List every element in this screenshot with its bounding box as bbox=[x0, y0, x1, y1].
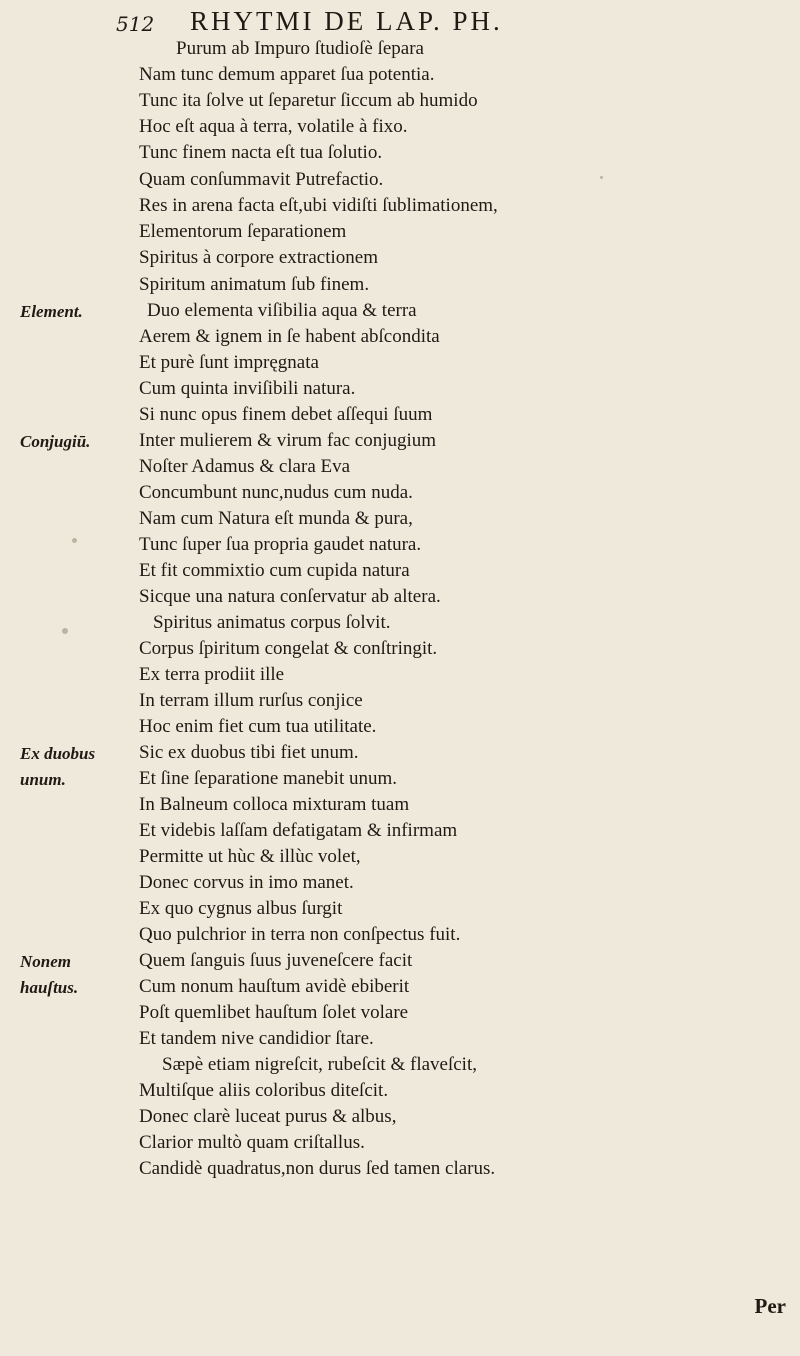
paper-speck bbox=[600, 176, 603, 179]
margin-note: Element. bbox=[20, 302, 83, 321]
margin-note: Ex duobus bbox=[20, 744, 96, 763]
paper-speck bbox=[72, 538, 77, 543]
verse-line: Elementorum ſeparationem bbox=[139, 221, 347, 242]
verse-line: Corpus ſpiritum congelat & conſtringit. bbox=[139, 638, 438, 659]
verse-line: Sæpè etiam nigreſcit, rubeſcit & flaveſcit, bbox=[162, 1054, 477, 1075]
catchword: Per bbox=[754, 1294, 786, 1318]
verse-line: Duo elementa viſibilia aqua & terra bbox=[147, 300, 417, 321]
verse-line: In Balneum colloca mixturam tuam bbox=[139, 794, 410, 815]
verse-line: Multiſque aliis coloribus diteſcit. bbox=[139, 1080, 389, 1101]
verse-line: Sicque una natura conſervatur ab altera. bbox=[139, 586, 441, 607]
verse-line: Et videbis laſſam defatigatam & infirmam bbox=[139, 820, 458, 841]
margin-note: unum. bbox=[20, 770, 66, 789]
page-number: 512 bbox=[116, 12, 155, 36]
verse-line: Cum nonum hauſtum avidè ebiberit bbox=[139, 976, 410, 997]
verse-line: Si nunc opus finem debet aſſequi ſuum bbox=[139, 404, 433, 425]
verse-line: Spiritum animatum ſub finem. bbox=[139, 274, 370, 295]
verse-line: Et tandem nive candidior ſtare. bbox=[139, 1028, 374, 1049]
verse-line: Donec corvus in imo manet. bbox=[139, 872, 354, 893]
verse-line: Tunc finem nacta eſt tua ſolutio. bbox=[139, 142, 383, 163]
margin-note: Nonem bbox=[20, 952, 71, 971]
verse-line: Ex quo cygnus albus ſurgit bbox=[139, 898, 343, 919]
verse-line: Nam tunc demum apparet ſua potentia. bbox=[139, 64, 435, 85]
verse-line: Candidè quadratus,non durus ſed tamen clarus. bbox=[139, 1158, 496, 1179]
verse-line: Et fit commixtio cum cupida natura bbox=[139, 560, 410, 581]
verse-line: Inter mulierem & virum fac conjugium bbox=[139, 430, 437, 451]
verse-line: Purum ab Impuro ſtudioſè ſepara bbox=[176, 38, 424, 59]
verse-line: Aerem & ignem in ſe habent abſcondita bbox=[139, 326, 440, 347]
verse-line: Ex terra prodiit ille bbox=[139, 664, 285, 685]
paper-speck bbox=[62, 628, 68, 634]
verse-line: Clarior multò quam criſtallus. bbox=[139, 1132, 365, 1153]
verse-line: Tunc ſuper ſua propria gaudet natura. bbox=[139, 534, 422, 555]
verse-line: Noſter Adamus & clara Eva bbox=[139, 456, 351, 477]
verse-line: Permitte ut hùc & illùc volet, bbox=[139, 846, 361, 867]
verse-line: Quo pulchrior in terra non conſpectus fuit. bbox=[139, 924, 461, 945]
verse-line: Tunc ita ſolve ut ſeparetur ſiccum ab humido bbox=[139, 90, 478, 111]
verse-line: Poſt quemlibet hauſtum ſolet volare bbox=[139, 1002, 409, 1023]
running-title: RHYTMI DE LAP. PH. bbox=[190, 6, 503, 36]
verse-line: In terram illum rurſus conjice bbox=[139, 690, 363, 711]
verse-line: Quam conſummavit Putrefactio. bbox=[139, 169, 384, 190]
margin-note: Conjugiū. bbox=[20, 432, 91, 451]
page-header bbox=[0, 6, 800, 38]
verse-line: Hoc enim fiet cum tua utilitate. bbox=[139, 716, 377, 737]
verse-line: Res in arena facta eſt,ubi vidiſti ſublimationem, bbox=[139, 195, 498, 216]
verse-line: Sic ex duobus tibi fiet unum. bbox=[139, 742, 359, 763]
margin-note: hauſtus. bbox=[20, 978, 79, 997]
verse-line: Quem ſanguis ſuus juveneſcere facit bbox=[139, 950, 413, 971]
verse-line: Spiritus à corpore extractionem bbox=[139, 247, 379, 268]
verse-line: Nam cum Natura eſt munda & pura, bbox=[139, 508, 413, 529]
verse-line: Et ſine ſeparatione manebit unum. bbox=[139, 768, 398, 789]
verse-line: Concumbunt nunc,nudus cum nuda. bbox=[139, 482, 413, 503]
verse-line: Hoc eſt aqua à terra, volatile à fixo. bbox=[139, 116, 408, 137]
verse-line: Cum quinta inviſibili natura. bbox=[139, 378, 356, 399]
verse-line: Spiritus animatus corpus ſolvit. bbox=[153, 612, 391, 633]
verse-line: Donec clarè luceat purus & albus, bbox=[139, 1106, 397, 1127]
verse-line: Et purè ſunt impręgnata bbox=[139, 352, 319, 373]
